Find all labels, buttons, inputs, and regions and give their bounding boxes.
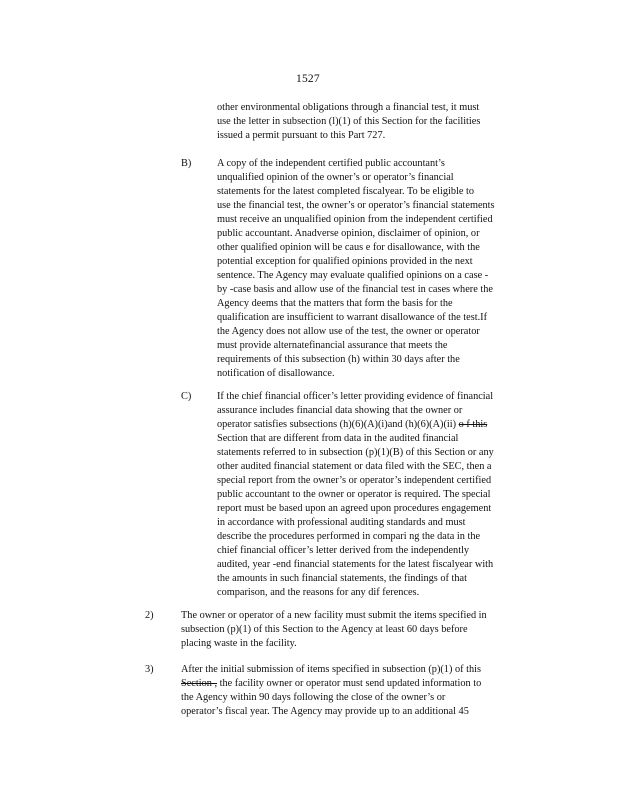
item-b-paragraph [217, 157, 495, 381]
text-line: other audited financial statement or data filed with the SEC, then a [217, 461, 492, 472]
text-line: chief financial officer’s letter derived from the independently [217, 545, 470, 556]
text-line: placing waste in the facility. [181, 638, 297, 649]
text-line: issued a permit pursuant to this Part 727. [217, 130, 386, 141]
text-line: other environmental obligations through a financial test, it must [217, 102, 480, 113]
text-line: audited, year -end financial statements for the latest fiscalyear with [217, 559, 494, 570]
text-segment: operator satisfies subsections (h)(6)(A)(i)and (h)(6)(A)(ii) [217, 419, 459, 430]
text-line: statements for the latest completed fiscalyear. To be eligible to [217, 186, 474, 197]
text-line: must receive an unqualified opinion from the independent certified [217, 214, 493, 225]
page-number: 1527 [296, 73, 320, 85]
text-line: report must be based upon an agreed upon procedures engagement [217, 503, 492, 514]
text-line: the Agency does not allow use of the test, the owner or operator [217, 326, 480, 337]
text-line: qualification are insufficient to warrant disallowance of the test.If [217, 312, 488, 323]
text-line: assurance includes financial data showing that the owner or [217, 405, 463, 416]
text-line: the Agency within 90 days following the close of the owner’s or [181, 692, 446, 703]
text-line: A copy of the independent certified public accountant’s [217, 158, 445, 169]
text-line: subsection (p)(1) of this Section to the Agency at least 60 days before [181, 624, 468, 635]
text-line: other qualified opinion will be caus e for disallowance, with the [217, 242, 480, 253]
text-line: in accordance with professional auditing standards and must [217, 517, 466, 528]
item-label-3: 3) [145, 664, 154, 675]
text-line: by -case basis and allow use of the financial test in cases where the [217, 284, 493, 295]
text-line: If the chief financial officer’s letter providing evidence of financial [217, 391, 494, 402]
text-line: use the financial test, the owner’s or operator’s financial statements [217, 200, 495, 211]
item-label-2: 2) [145, 610, 154, 621]
text-line: Section that are different from data in the audited financial [217, 433, 459, 444]
text-line: public accountant. Anadverse opinion, disclaimer of opinion, or [217, 228, 480, 239]
text-line: statements referred to in subsection (p)(1)(B) of this Section or any [217, 447, 494, 458]
text-line: Agency deems that the matters that form the basis for the [217, 298, 453, 309]
text-segment: the facility owner or operator must send updated information to [217, 678, 482, 689]
text-line: special report from the owner’s or operator’s independent certified [217, 475, 492, 486]
text-line: must provide alternatefinancial assurance that meets the [217, 340, 448, 351]
text-line: unqualified opinion of the owner’s or operator’s financial [217, 172, 454, 183]
struck-text: Section , [181, 678, 218, 689]
item-label-b: B) [181, 158, 192, 169]
text-line: potential exception for qualified opinions provided in the next [217, 256, 473, 267]
item-c-paragraph [217, 390, 494, 600]
text-line: use the letter in subsection (l)(1) of this Section for the facilities [217, 116, 481, 127]
text-line: sentence. The Agency may evaluate qualified opinions on a case - [217, 270, 489, 281]
text-line [181, 677, 481, 691]
text-line: the amounts in such financial statements, the findings of that [217, 573, 467, 584]
item-3-paragraph [181, 663, 481, 719]
text-line: The owner or operator of a new facility must submit the items specified in [181, 610, 487, 621]
struck-text: o f this [458, 419, 488, 430]
text-line: comparison, and the reasons for any dif ferences. [217, 587, 420, 598]
intro-paragraph [217, 101, 480, 143]
text-line: describe the procedures performed in compari ng the data in the [217, 531, 481, 542]
text-line: operator’s fiscal year. The Agency may provide up to an additional 45 [181, 706, 469, 717]
text-line: public accountant to the owner or operator is required. The special [217, 489, 491, 500]
text-line [217, 418, 494, 432]
item-label-c: C) [181, 391, 192, 402]
text-line: requirements of this subsection (h) within 30 days after the [217, 354, 460, 365]
item-2-paragraph [181, 609, 487, 651]
text-line: After the initial submission of items specified in subsection (p)(1) of this [181, 664, 481, 675]
text-line: notification of disallowance. [217, 368, 335, 379]
